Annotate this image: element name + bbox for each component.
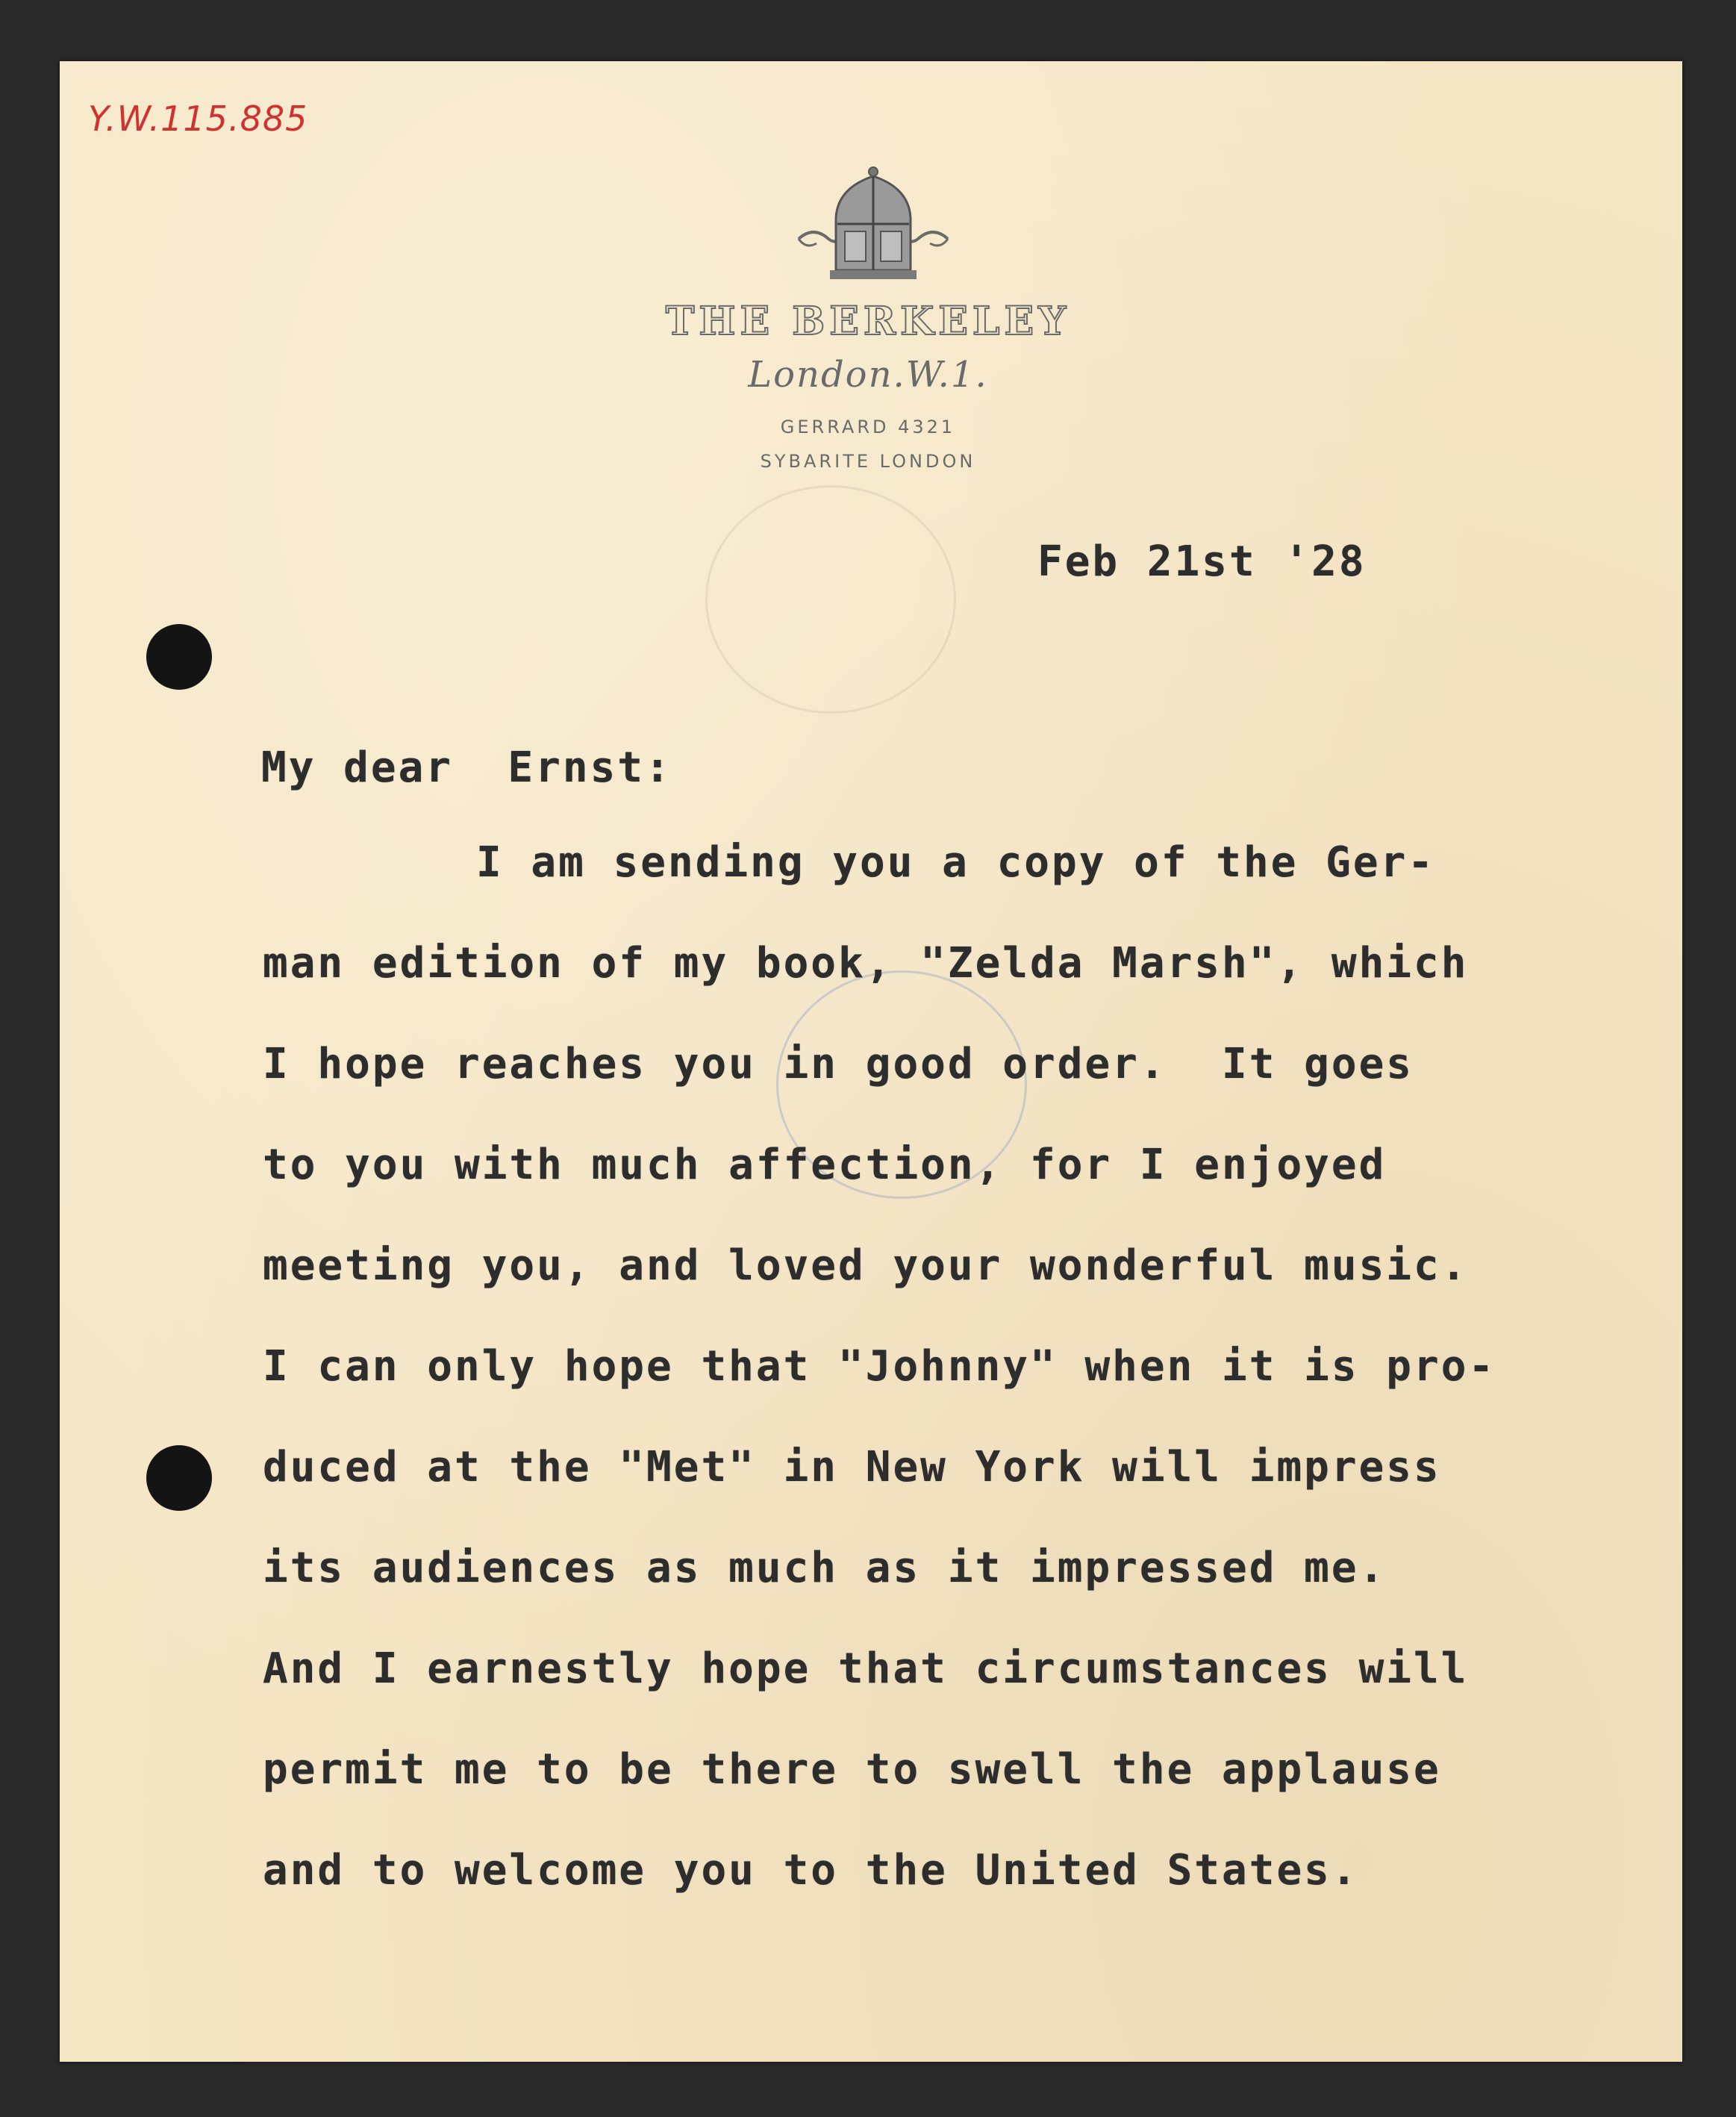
hotel-city: London.W.1. (748, 354, 988, 396)
body-line: and to welcome you to the United States. (263, 1846, 1359, 1895)
body-line: I can only hope that "Johnny" when it is pro- (263, 1342, 1496, 1391)
body-line: I am sending you a copy of the Ger- (476, 838, 1436, 887)
letter-date: Feb 21st '28 (1037, 537, 1367, 586)
telegraph-address: SYBARITE LONDON (760, 451, 976, 472)
mitre-crest-icon (791, 166, 955, 285)
salutation: My dear Ernst: (261, 743, 672, 792)
body-line: permit me to be there to swell the applause (263, 1745, 1441, 1794)
telephone-number: GERRARD 4321 (780, 417, 956, 437)
body-line: I hope reaches you in good order. It goes (263, 1040, 1414, 1088)
faint-stamp-impression (705, 485, 956, 714)
punch-hole (146, 1445, 212, 1511)
body-line: And I earnestly hope that circumstances will (263, 1644, 1469, 1693)
body-line: its audiences as much as it impressed me. (263, 1544, 1387, 1592)
archive-reference-mark: Y.W.115.885 (88, 99, 308, 139)
body-line: meeting you, and loved your wonderful music. (263, 1241, 1469, 1290)
body-line: duced at the "Met" in New York will impress (263, 1443, 1441, 1491)
hotel-name: THE BERKELEY (665, 299, 1071, 344)
letter-body (263, 838, 1496, 1949)
punch-hole (146, 624, 212, 690)
body-line: man edition of my book, "Zelda Marsh", which (263, 939, 1469, 988)
body-line: to you with much affection, for I enjoyed (263, 1141, 1387, 1189)
